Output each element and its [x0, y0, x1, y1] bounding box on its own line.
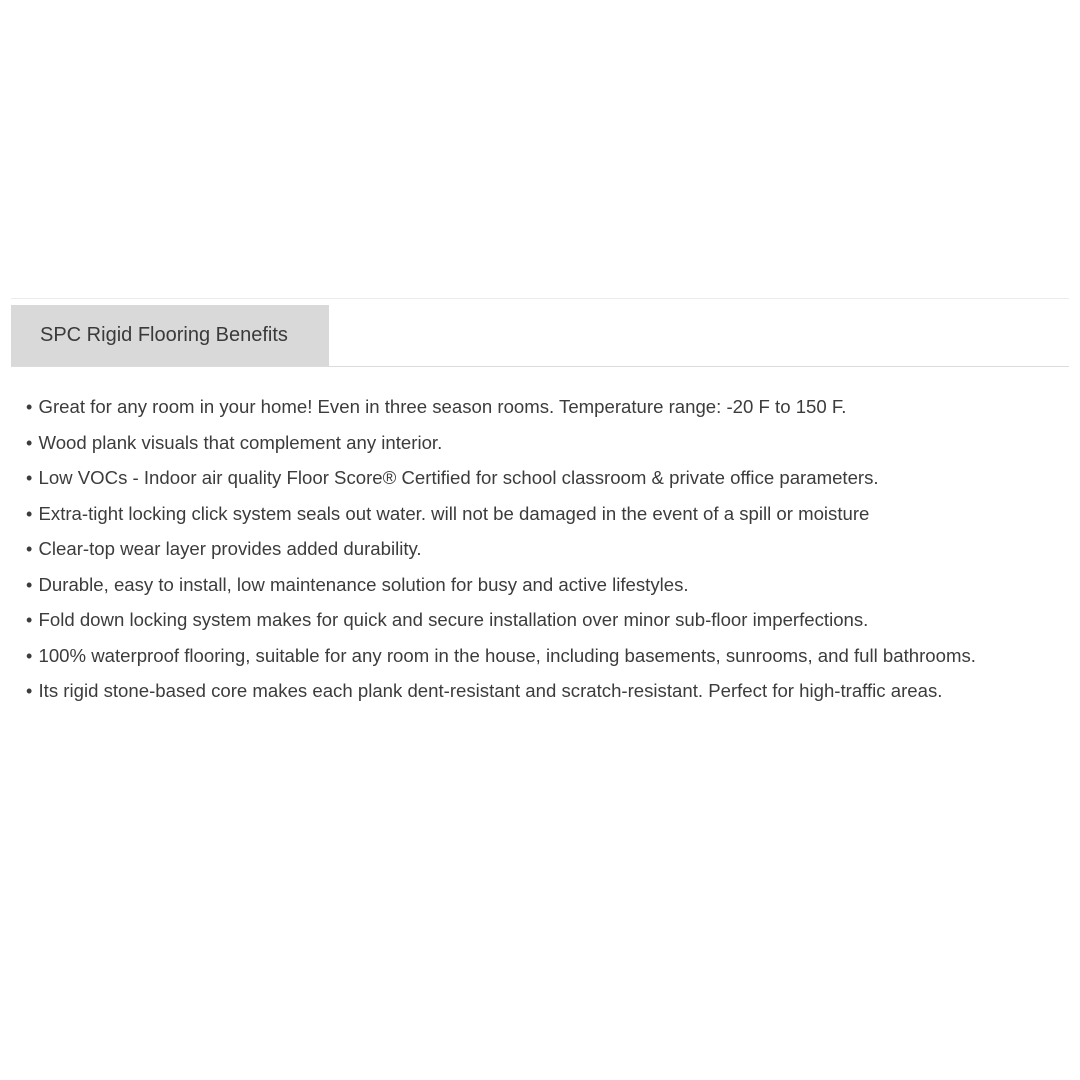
bullet-icon: • — [26, 645, 33, 666]
list-item — [26, 538, 1076, 574]
benefit-text: 100% waterproof flooring, suitable for any room in the house, including basements, sunrooms, and full bathrooms. — [38, 644, 976, 666]
bullet-icon: • — [26, 574, 33, 595]
tab-strip — [11, 305, 1069, 367]
benefit-text: Durable, easy to install, low maintenance solution for busy and active lifestyles. — [38, 573, 689, 595]
list-item — [26, 503, 1076, 539]
tab-label: SPC Rigid Flooring Benefits — [40, 324, 288, 346]
list-item — [26, 432, 1076, 468]
benefit-text: Fold down locking system makes for quick and secure installation over minor sub-floor imperfections. — [38, 609, 869, 630]
list-item — [26, 609, 1076, 645]
list-item — [26, 680, 1076, 716]
list-item — [26, 645, 1076, 681]
bullet-icon: • — [26, 681, 33, 701]
bullet-icon: • — [26, 468, 33, 488]
bullet-icon: • — [26, 539, 33, 559]
list-item — [26, 396, 1076, 432]
bullet-icon: • — [26, 397, 33, 417]
bullet-icon: • — [26, 610, 33, 630]
bullet-icon: • — [26, 503, 33, 524]
benefit-text: Extra-tight locking click system seals out water. will not be damaged in the event of a spill or moisture — [38, 502, 870, 524]
list-item — [26, 574, 1076, 610]
benefit-text: Its rigid stone-based core makes each plank dent-resistant and scratch-resistant. Perfect for high-traffic areas. — [38, 680, 943, 701]
benefit-text: Wood plank visuals that complement any interior. — [38, 431, 443, 453]
bullet-icon: • — [26, 432, 33, 453]
list-item — [26, 467, 1076, 503]
benefit-text: Great for any room in your home! Even in three season rooms. Temperature range: -20 F to 150 F. — [38, 396, 847, 417]
benefits-list — [26, 396, 1076, 716]
tab-spc-rigid-flooring-benefits[interactable] — [11, 305, 329, 366]
benefit-text: Clear-top wear layer provides added durability. — [38, 538, 422, 559]
benefit-text: Low VOCs - Indoor air quality Floor Score® Certified for school classroom & private office parameters. — [38, 467, 879, 488]
top-divider — [11, 298, 1069, 299]
